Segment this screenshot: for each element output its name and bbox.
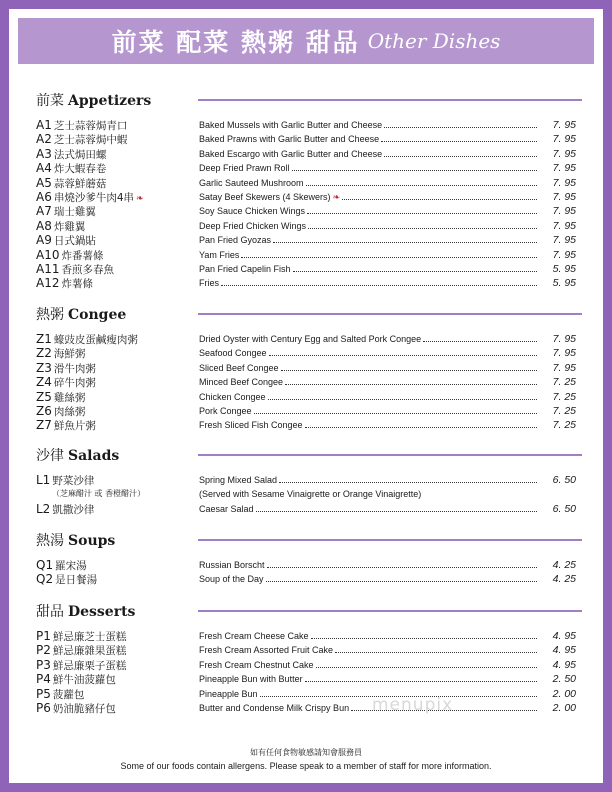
item-code: P3 (36, 657, 51, 672)
menu-item-description (199, 688, 539, 700)
menu-item-price: 7. 25 (552, 404, 576, 417)
menu-item-description (199, 162, 539, 174)
menu-item (36, 473, 582, 487)
menu-item-description (199, 333, 539, 345)
item-code: A10 (36, 247, 60, 262)
menu-item-price: 7. 25 (552, 390, 576, 403)
item-code: Z3 (36, 360, 52, 375)
menu-item-code (36, 643, 126, 658)
item-name-zh: 鮮忌廉雜果蛋糕 (52, 645, 127, 658)
menu-item-price: 7. 95 (552, 147, 576, 160)
menu-item (36, 132, 582, 146)
menu-item (36, 147, 582, 161)
menu-item-price: 4. 25 (552, 573, 576, 586)
menu-item-description (199, 220, 539, 232)
menu-item-price: 4. 95 (552, 658, 576, 671)
dot-leader (381, 133, 537, 142)
item-name-zh: 鮮魚片粥 (53, 420, 96, 433)
section-header (36, 90, 582, 110)
dot-leader (311, 630, 537, 639)
item-name-zh: 海鮮粥 (53, 348, 86, 361)
menu-item-code (36, 219, 85, 234)
menu-item-price: 7. 95 (552, 361, 576, 374)
item-code: P5 (36, 686, 51, 701)
section-title-zh: 熱粥 (36, 307, 64, 323)
dot-leader (279, 474, 537, 483)
menu-item-code (36, 147, 106, 162)
item-name-en: Fries (199, 278, 219, 289)
item-code: P2 (36, 643, 51, 658)
allergen-note-en: Some of our foods contain allergens. Please speak to a member of staff for more information. (120, 761, 492, 771)
menu-item (36, 262, 582, 276)
section-header (36, 530, 582, 550)
menu-item-code (36, 629, 126, 644)
dot-leader (293, 263, 537, 272)
header-title-en: Other Dishes (367, 29, 501, 53)
menu-item-price: 7. 95 (552, 133, 576, 146)
menu-item (36, 404, 582, 418)
section-title (36, 445, 119, 465)
section-title-zh: 熱湯 (36, 533, 64, 549)
menu-item-code (36, 572, 97, 587)
section-soups (36, 530, 582, 587)
menu-item-code (36, 361, 96, 376)
menu-item (36, 390, 582, 404)
menu-item-description (199, 234, 539, 246)
menu-item-description (199, 177, 539, 189)
item-name-zh: 肉絲粥 (53, 405, 86, 418)
item-code: Q2 (36, 572, 54, 587)
item-code: Z2 (36, 346, 52, 361)
section-divider (198, 454, 582, 456)
menu-item (36, 418, 582, 432)
item-name-zh: 蠔豉皮蛋鹹瘦肉粥 (53, 334, 138, 346)
item-code: Z4 (36, 375, 52, 390)
menu-item (36, 176, 582, 190)
menu-item-price: 4. 25 (552, 559, 576, 571)
allergen-note-zh: 如有任何食物敏感請知會服務員 (250, 748, 362, 757)
item-name-zh: 炸雞翼 (53, 220, 86, 233)
dot-leader (423, 333, 537, 342)
item-name-zh: 瑞士雞翼 (53, 206, 96, 219)
section-title (36, 601, 135, 621)
dot-leader (306, 177, 537, 186)
watermark: menupix (372, 695, 454, 715)
menu-item (36, 672, 582, 686)
menu-item-code (36, 558, 87, 573)
menu-item-description (199, 362, 539, 374)
menu-item-description (199, 702, 539, 714)
menu-item-code (36, 687, 84, 702)
section-title (36, 90, 151, 110)
menu-item (36, 219, 582, 233)
menu-item-price: 7. 95 (552, 119, 576, 131)
menu-item-list (36, 473, 582, 516)
menu-item-list (36, 332, 582, 433)
section-title (36, 530, 115, 550)
item-code: L2 (36, 501, 51, 516)
item-name-zh: 奶油脆豬仔包 (52, 702, 116, 715)
menu-item-description (199, 630, 539, 642)
menu-item-price: 7. 25 (552, 376, 576, 389)
menu-item-description (199, 659, 539, 671)
item-name-en: Sliced Beef Congee (199, 362, 279, 373)
item-name-en: Baked Escargo with Garlic Butter and Cheese (199, 148, 383, 159)
section-header (36, 601, 582, 621)
menu-item-code (36, 701, 116, 716)
section-title (36, 304, 126, 324)
menu-item-description (199, 263, 539, 275)
dot-leader (305, 673, 537, 682)
item-name-en: Pork Congee (199, 405, 252, 416)
item-code: Z6 (36, 403, 52, 418)
menu-item (36, 487, 582, 501)
item-name-en: Satay Beef Skewers (4 Skewers) (199, 191, 331, 202)
item-name-en: Fresh Sliced Fish Congee (199, 420, 303, 431)
menu-item-description (199, 488, 539, 500)
item-name-en: Fresh Cream Chestnut Cake (199, 659, 314, 670)
menu-item-code (36, 132, 127, 147)
menu-item-description (199, 559, 539, 571)
item-code: A6 (36, 189, 52, 204)
menu-item (36, 161, 582, 175)
section-salads (36, 445, 582, 516)
item-name-zh: 羅宋湯 (55, 560, 87, 572)
section-title-zh: 沙律 (36, 448, 64, 464)
menu-item-price: 7. 95 (552, 176, 576, 189)
menu-item-code (36, 118, 127, 133)
menu-item-list (36, 558, 582, 587)
dot-leader (221, 277, 537, 286)
menu-item (36, 233, 582, 247)
item-name-en: Dried Oyster with Century Egg and Salted Pork Congee (199, 334, 422, 344)
menu-item-description (199, 133, 539, 145)
item-name-en: Deep Fried Chicken Wings (199, 220, 307, 231)
section-title-en: Appetizers (68, 93, 152, 109)
item-code: L1 (36, 473, 51, 487)
menu-item-description (199, 191, 539, 203)
item-code: A1 (36, 118, 52, 132)
item-name-zh: 串燒沙爹牛肉4串 (53, 191, 135, 204)
item-name-zh: 芝士蒜蓉焗中蝦 (53, 134, 128, 147)
menu-item-price: 7. 95 (552, 190, 576, 203)
item-code: A11 (36, 261, 60, 276)
item-name-en: Yam Fries (199, 249, 240, 260)
item-name-zh: 碎牛肉粥 (53, 377, 96, 390)
section-divider (198, 313, 582, 315)
menu-item-price: 4. 95 (552, 630, 576, 642)
section-title-zh: 前菜 (36, 93, 64, 109)
menu-item-description (199, 391, 539, 403)
item-code: P4 (36, 672, 51, 687)
dot-leader (285, 376, 537, 385)
item-name-zh: 日式鍋貼 (53, 235, 96, 248)
dot-leader (268, 391, 537, 400)
menu-item-price: 7. 95 (552, 333, 576, 345)
header-banner (18, 18, 594, 64)
dot-leader (305, 419, 537, 428)
item-code: A7 (36, 204, 52, 219)
dot-leader (267, 559, 537, 568)
item-name-en: Minced Beef Congee (199, 377, 284, 388)
menu-item-price: 5. 95 (552, 277, 576, 290)
menu-item-code (36, 418, 96, 433)
menu-item-price: 7. 95 (552, 347, 576, 360)
menu-item-code (36, 404, 85, 419)
item-name-en: Deep Fried Prawn Roll (199, 163, 290, 174)
menu-item (36, 701, 582, 715)
section-appetizers (36, 90, 582, 291)
dot-leader (273, 234, 537, 243)
item-name-zh: 炸番薯條 (61, 249, 104, 262)
item-code: P6 (36, 700, 51, 715)
item-name-zh: 野菜沙律 (52, 475, 95, 487)
item-name-en: Russian Borscht (199, 560, 265, 570)
item-name-en: Fresh Cream Cheese Cake (199, 631, 309, 641)
item-name-zh: 芝士蒜蓉焗青口 (53, 120, 128, 132)
section-title-en: Congee (68, 307, 127, 323)
dot-leader (254, 405, 537, 414)
menu-item-price: 5. 95 (552, 262, 576, 275)
item-name-zh: 凱撒沙律 (52, 503, 95, 516)
item-name-en: Spring Mixed Salad (199, 475, 278, 485)
item-name-en: (Served with Sesame Vinaigrette or Orange Vinaigrette) (199, 489, 422, 500)
dot-leader (256, 503, 537, 512)
section-title-en: Soups (68, 533, 116, 549)
item-name-en: Pineapple Bun (199, 688, 258, 699)
item-name-zh: 鮮牛油菠蘿包 (52, 674, 116, 687)
item-code: A5 (36, 175, 52, 190)
menu-item-description (199, 148, 539, 160)
footer (18, 747, 594, 771)
item-code: A2 (36, 132, 52, 147)
item-name-en: Pan Fried Gyozas (199, 235, 272, 246)
dot-leader (384, 119, 537, 128)
menu-item (36, 687, 582, 701)
menu-item-code (36, 161, 106, 176)
dot-leader (307, 205, 537, 214)
item-code: A9 (36, 233, 52, 248)
item-name-zh: 菠蘿包 (52, 688, 85, 701)
section-title-en: Desserts (68, 604, 136, 620)
dot-leader (266, 573, 537, 582)
menu-item-list (36, 629, 582, 715)
menu-item-code (36, 672, 116, 687)
menu-item-description (199, 573, 539, 585)
item-name-zh: 蒜蓉鮮蘑菇 (53, 177, 107, 190)
menu-item-code (36, 204, 96, 219)
dot-leader (281, 362, 537, 371)
section-congee (36, 304, 582, 433)
dot-leader (316, 659, 537, 668)
item-name-en: Seafood Congee (199, 348, 267, 359)
menu-item (36, 276, 582, 290)
item-code: Z1 (36, 332, 52, 346)
item-name-zh: 炸薯條 (61, 278, 93, 291)
item-name-en: Caesar Salad (199, 503, 254, 514)
section-divider (198, 99, 582, 101)
item-name-en: Soup of the Day (199, 574, 264, 585)
chili-icon: ❧ (332, 191, 341, 202)
menu-item-price: 7. 95 (552, 162, 576, 175)
menu-item-code (36, 176, 106, 191)
section-divider (198, 539, 582, 541)
item-code: Z5 (36, 389, 52, 404)
section-desserts (36, 601, 582, 715)
item-code: A12 (36, 276, 60, 291)
menu-item-description (199, 249, 539, 261)
header-title-zh: 前菜 配菜 熱粥 甜品 (111, 28, 360, 57)
menu-item-code (36, 233, 96, 248)
menu-item-description (199, 419, 539, 431)
menu-item (36, 629, 582, 643)
menu-item-price: 6. 50 (552, 474, 576, 486)
section-title-zh: 甜品 (36, 604, 64, 620)
menu-item-price: 7. 95 (552, 234, 576, 247)
item-name-zh: 鮮忌廉栗子蛋糕 (52, 659, 127, 672)
menu-item-description (199, 673, 539, 685)
item-name-en: Garlic Sauteed Mushroom (199, 177, 304, 188)
menu-item-code (36, 276, 93, 291)
menu-item-price: 7. 95 (552, 248, 576, 261)
item-name-en: Baked Prawns with Garlic Butter and Cheese (199, 134, 380, 145)
menu-item-price: 2. 00 (552, 687, 576, 700)
menu-item-description (199, 119, 539, 131)
menu-item (36, 361, 582, 375)
menu-item-code (36, 375, 96, 390)
item-name-zh: 滑牛肉粥 (53, 362, 96, 375)
menu-item (36, 190, 582, 204)
section-header (36, 304, 582, 324)
item-name-zh: 法式焗田螺 (53, 148, 107, 161)
menu-item (36, 643, 582, 657)
menu-item-code (36, 262, 114, 277)
menu-item-price: 7. 25 (552, 419, 576, 432)
item-code: A3 (36, 146, 52, 161)
item-name-en: Pineapple Bun with Butter (199, 674, 303, 685)
menu-item-code (36, 502, 94, 517)
menu-item-price: 7. 95 (552, 219, 576, 232)
menu-item (36, 118, 582, 132)
item-name-en: Butter and Condense Milk Crispy Bun (199, 702, 350, 713)
menu-item (36, 204, 582, 218)
item-name-zh: 香煎多春魚 (61, 263, 114, 276)
menu-item (36, 346, 582, 360)
item-code: P1 (36, 629, 51, 643)
menu-item-description (199, 503, 539, 515)
item-code: A4 (36, 161, 52, 176)
dot-leader (241, 249, 537, 258)
menu-item (36, 375, 582, 389)
item-code: A8 (36, 218, 52, 233)
dot-leader (342, 191, 537, 200)
item-name-zh: 炸大蝦春卷 (53, 163, 107, 176)
dot-leader (335, 644, 537, 653)
dot-leader (269, 347, 537, 356)
menu-item-price: 2. 00 (552, 701, 576, 714)
menu-item-code (36, 658, 126, 673)
menu-item-description (199, 405, 539, 417)
menu-item (36, 558, 582, 572)
dot-leader (292, 162, 537, 171)
section-divider (198, 610, 582, 612)
menu-item (36, 502, 582, 516)
item-code: Q1 (36, 558, 54, 572)
menu-item-code (36, 473, 94, 488)
menu-item-description (199, 376, 539, 388)
item-name-en: Baked Mussels with Garlic Butter and Cheese (199, 120, 383, 130)
section-title-en: Salads (68, 448, 120, 464)
dot-leader (308, 220, 537, 229)
item-name-en: Soy Sauce Chicken Wings (199, 206, 306, 217)
dot-leader (384, 148, 537, 157)
item-name-en: Pan Fried Capelin Fish (199, 263, 291, 274)
section-header (36, 445, 582, 465)
item-name-en: Fresh Cream Assorted Fruit Cake (199, 645, 334, 656)
menu-item-description (199, 474, 539, 486)
menu-item-code (36, 332, 138, 347)
menu-item-code (36, 248, 103, 263)
menu-item-description (199, 347, 539, 359)
menu-item (36, 658, 582, 672)
menu-item-code (36, 346, 85, 361)
menu-item (36, 572, 582, 586)
item-code: Z7 (36, 418, 52, 433)
menu-item-price: 6. 50 (552, 502, 576, 515)
menu-item-description (199, 277, 539, 289)
menu-item-code (36, 390, 85, 405)
menu-item-price: 2. 50 (552, 673, 576, 686)
item-name-zh: 鮮忌廉芝士蛋糕 (52, 631, 127, 643)
menu-item-price: 4. 95 (552, 644, 576, 657)
menu-item (36, 248, 582, 262)
item-name-zh: 是日餐湯 (55, 574, 98, 587)
menu-item-list (36, 118, 582, 291)
menu-item-description (199, 644, 539, 656)
item-name-en: Chicken Congee (199, 391, 266, 402)
menu-item-price: 7. 95 (552, 205, 576, 218)
menu-item-note-zh: （芝麻醋汁 或 香橙醋汁） (52, 489, 146, 499)
menu-item (36, 332, 582, 346)
chili-icon: ❧ (136, 193, 144, 204)
menu-item-description (199, 205, 539, 217)
item-name-zh: 雞絲粥 (53, 391, 86, 404)
